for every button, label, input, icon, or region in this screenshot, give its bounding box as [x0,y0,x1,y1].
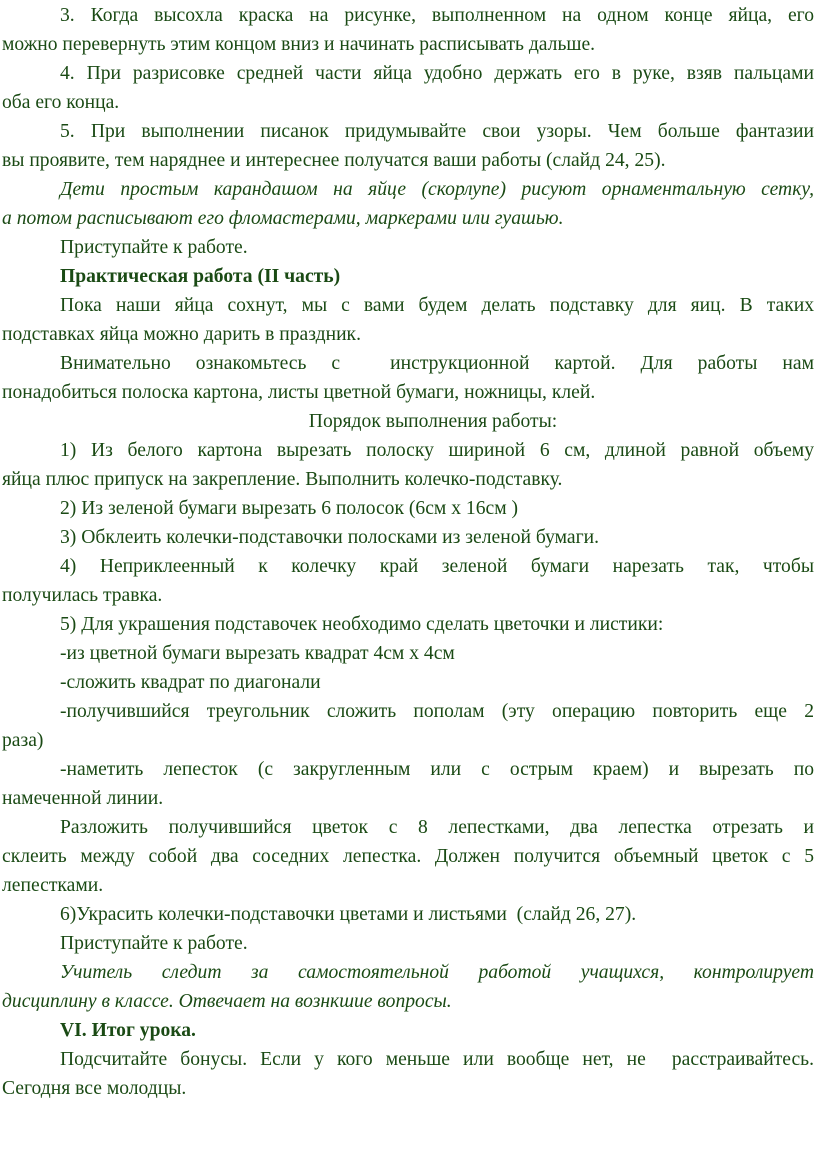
text-line: 4. При разрисовке средней части яйца удобно держать его в руке, взяв пальцами [60,63,814,84]
text-line: 4) Неприклеенный к колечку край зеленой бумаги нарезать так, чтобы [60,556,814,577]
text-line: Подсчитайте бонусы. Если у кого меньше или вообще нет, не расстраивайтесь. [60,1049,814,1070]
text-line: получилась травка. [2,585,163,606]
text-line: яйца плюс припуск на закрепление. Выполнить колечко-подставку. [2,469,563,490]
text-line: 2) Из зеленой бумаги вырезать 6 полосок (6см х 16см ) [60,498,519,519]
section-heading: Практическая работа (II часть) [60,266,341,287]
centered-heading: Порядок выполнения работы: [308,411,558,432]
text-line: 6)Украсить колечки-подставочки цветами и листьями (слайд 26, 27). [60,904,637,925]
text-line: раза) [2,730,44,751]
text-line: 3. Когда высохла краска на рисунке, выполненном на одном конце яйца, его [60,5,814,26]
text-line: Разложить получившийся цветок с 8 лепестками, два лепестка отрезать и [60,817,814,838]
italic-text-line: а потом расписывают его фломастерами, маркерами или гуашью. [2,208,564,229]
text-line: -из цветной бумаги вырезать квадрат 4см х 4см [60,643,455,664]
text-line: понадобиться полоска картона, листы цветной бумаги, ножницы, клей. [2,382,596,403]
text-line: склеить между собой два соседних лепестка. Должен получится объемный цветок с 5 [2,846,814,867]
text-line: -получившийся треугольник сложить пополам (эту операцию повторить еще 2 [60,701,814,722]
text-line: -наметить лепесток (с закругленным или с острым краем) и вырезать по [60,759,814,780]
text-line: -сложить квадрат по диагонали [60,672,321,693]
text-line: Сегодня все молодцы. [2,1078,187,1099]
italic-text-line: дисциплину в классе. Отвечает на вознкшие вопросы. [2,991,452,1012]
text-line: намеченной линии. [2,788,164,809]
italic-text-line: Дети простым карандашом на яйце (скорлупе) рисуют орнаментальную сетку, [60,179,814,200]
text-line: 1) Из белого картона вырезать полоску шириной 6 см, длиной равной объему [60,440,814,461]
italic-text-line: Учитель следит за самостоятельной работой учащихся, контролирует [60,962,814,983]
text-line: лепестками. [2,875,104,896]
text-line: Приступайте к работе. [60,237,248,258]
text-line: вы проявите, тем наряднее и интереснее получатся ваши работы (слайд 24, 25). [2,150,666,171]
text-line: Пока наши яйца сохнут, мы с вами будем делать подставку для яиц. В таких [60,295,814,316]
text-line: 5. При выполнении писанок придумывайте свои узоры. Чем больше фантазии [60,121,814,142]
text-line: Внимательно ознакомьтесь с инструкционной картой. Для работы нам [60,353,814,374]
text-line: оба его конца. [2,92,120,113]
text-line: 5) Для украшения подставочек необходимо сделать цветочки и листики: [60,614,664,635]
text-line: подставках яйца можно дарить в праздник. [2,324,361,345]
text-line: Приступайте к работе. [60,933,248,954]
text-line: 3) Обклеить колечки-подставочки полосками из зеленой бумаги. [60,527,600,548]
section-heading: VI. Итог урока. [60,1020,196,1041]
text-line: можно перевернуть этим концом вниз и начинать расписывать дальше. [2,34,596,55]
